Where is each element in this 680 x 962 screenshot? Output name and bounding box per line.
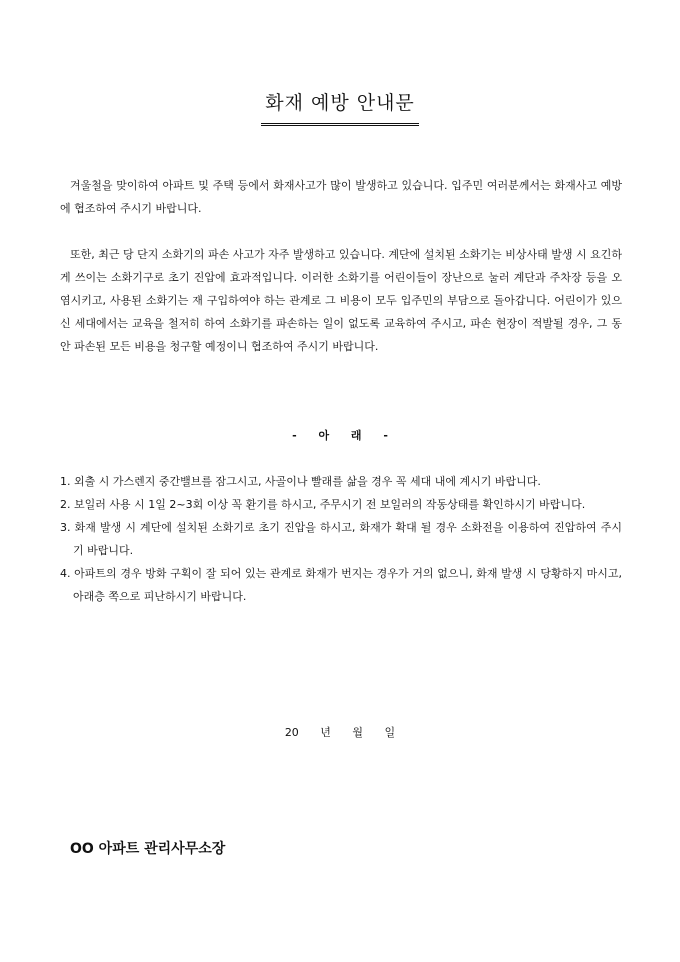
- list-item: 2. 보일러 사용 시 1일 2~3회 이상 꼭 환기를 하시고, 주무시기 전 보일러의 작동상태를 확인하시기 바랍니다.: [60, 498, 586, 511]
- body-paragraph: [60, 243, 622, 358]
- title-block: [0, 88, 680, 126]
- document-title: 화재 예방 안내문: [261, 88, 419, 126]
- list-item: 4. 아파트의 경우 방화 구획이 잘 되어 있는 관계로 화재가 번지는 경우가 거의 없으니, 화재 발생 시 당황하지 마시고, 아래층 쪽으로 피난하시기 바랍니다.: [60, 567, 622, 603]
- body-paragraph-text: 또한, 최근 당 단지 소화기의 파손 사고가 자주 발생하고 있습니다. 계단에 설치된 소화기는 비상사태 발생 시 요긴하게 쓰이는 소화기구로 초기 진압에 효과적입니다. 이러한 소화기를 어린이들이 장난으로 눌러 계단과 주차장 등을 오염시키고, 사용된 소화기는 재 구입하여야 하는 관계로 그 비용이 모두 입주민의 부담으로 돌아갑니다. 어린이가 있으신 세대에서는 교육을 철저히 하여 소화기를 파손하는 일이 없도록 교육하여 주시고, 파손 현장이 적발될 경우, 그 동안 파손된 모든 비용을 청구할 예정이니 협조하여 주시기 바랍니다.: [60, 248, 622, 353]
- list-item: 3. 화재 발생 시 계단에 설치된 소화기로 초기 진압을 하시고, 화재가 확대 될 경우 소화전을 이용하여 진압하여 주시기 바랍니다.: [60, 521, 622, 557]
- date-line: 20 년 월 일: [284, 726, 396, 739]
- intro-paragraph: [60, 174, 622, 220]
- signature: OO 아파트 관리사무소장: [70, 841, 226, 857]
- section-heading: - 아 래 -: [292, 429, 388, 442]
- notice-list: [60, 470, 622, 608]
- intro-paragraph-text: 겨울철을 맞이하여 아파트 및 주택 등에서 화재사고가 많이 발생하고 있습니다. 입주민 여러분께서는 화재사고 예방에 협조하여 주시기 바랍니다.: [60, 179, 622, 215]
- list-item: 1. 외출 시 가스렌지 중간밸브를 잠그시고, 사골이나 빨래를 삶을 경우 꼭 세대 내에 계시기 바랍니다.: [60, 475, 541, 488]
